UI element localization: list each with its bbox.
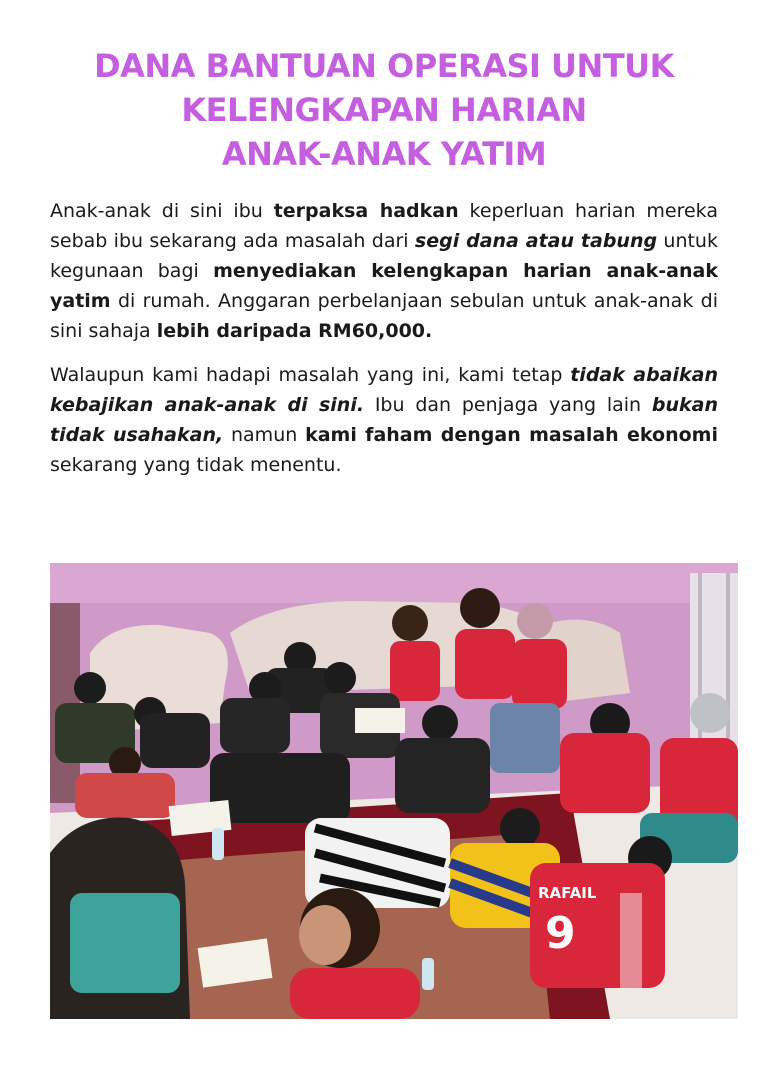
p2-text-1: Walaupun kami hadapi masalah yang ini, kami tetap	[50, 364, 571, 386]
jersey-name: RAFAIL	[538, 884, 597, 902]
p1-bold-italic-1: segi dana atau tabung	[414, 230, 658, 252]
water-bottle	[212, 828, 224, 860]
p2-text-3: namun	[223, 424, 306, 446]
jersey-number: 9	[545, 908, 576, 959]
p2-text-4: sekarang yang tidak menentu.	[50, 454, 342, 476]
p1-text-1: Anak-anak di sini ibu	[50, 200, 274, 222]
p1-text-2: keperluan harian mereka sebab ibu sekarang ada masalah dari	[50, 200, 718, 252]
p1-text-3: untuk kegunaan bagi	[50, 230, 718, 282]
photo-illustration	[50, 563, 738, 1019]
p1-bold-3: lebih daripada RM60,000.	[156, 320, 433, 342]
group-activity-photo	[50, 563, 738, 1019]
paragraph-1	[50, 196, 718, 346]
title-line-2: KELENGKAPAN HARIAN	[181, 91, 587, 129]
p2-bold-italic-2: bukan tidak usahakan,	[50, 394, 718, 446]
paragraph-2	[50, 360, 718, 480]
title-line-3: ANAK-ANAK YATIM	[221, 135, 547, 173]
p2-bold-italic-1: tidak abaikan kebajikan anak-anak di sini.	[50, 364, 718, 416]
p2-text-2: Ibu dan penjaga yang lain	[364, 394, 652, 416]
person-head	[392, 605, 428, 641]
page-title	[40, 44, 728, 176]
p1-bold-2: menyediakan kelengkapan harian anak-anak yatim	[50, 260, 718, 312]
title-line-1: DANA BANTUAN OPERASI UNTUK	[94, 47, 674, 85]
p2-bold-1: kami faham dengan masalah ekonomi	[305, 424, 718, 446]
p1-text-4: di rumah. Anggaran perbelanjaan sebulan untuk anak-anak di sini sahaja	[50, 290, 718, 342]
body-text	[50, 196, 718, 494]
p1-bold-1: terpaksa hadkan	[273, 200, 459, 222]
